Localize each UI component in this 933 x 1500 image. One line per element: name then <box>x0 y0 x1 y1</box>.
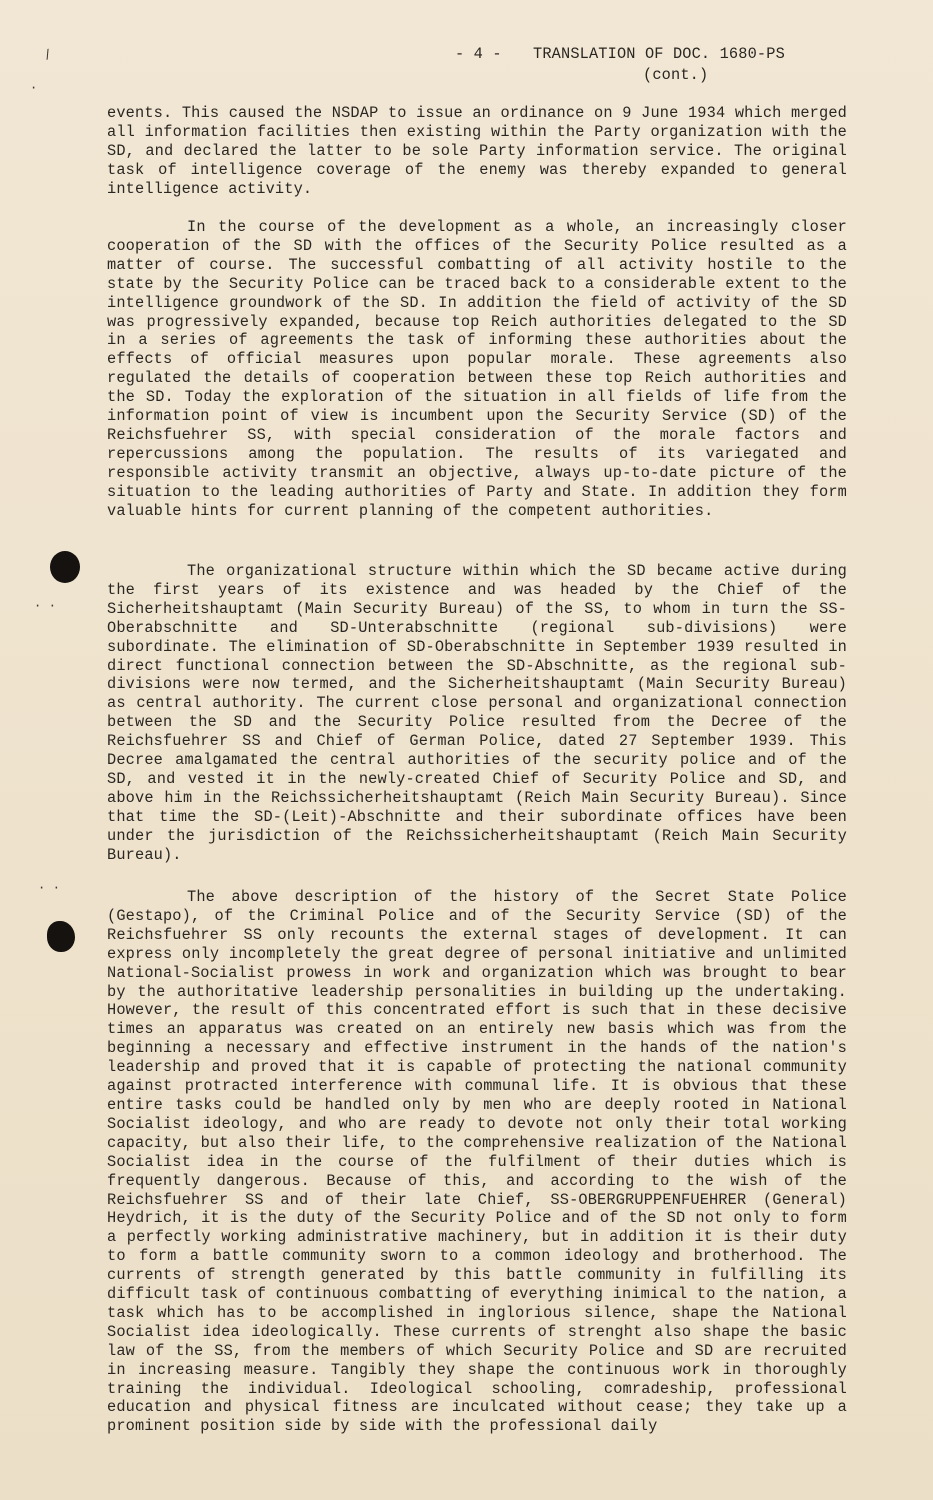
page-number: - 4 - <box>455 45 502 63</box>
paragraph-4: The above description of the history of the Secret State Police (Gestapo), of the Criminal Police and of the Security Service (SD) of the Reichsfuehrer SS only recounts the external stages of development. It can express only incompletely the great degree of personal initiative and unlimited National-Socialist prowess in work and organization which was brought to bear by the authoritative leadership personalities in building up the undertaking. However, the result of this concentrated effort is such that in these decisive times an apparatus was created on an entirely new basis which was from the beginning a necessary and effective instrument in the hands of the nation's leadership and proved that it is capable of protecting the national community against protracted interference with communal life. It is obvious that these entire tasks could be handled only by men who are deeply rooted in National Socialist ideology, and who are ready to devote not only their total working capacity, but also their life, to the comprehensive realization of the National Socialist idea in the course of the fulfilment of their duties which is frequently dangerous. Because of this, and according to the wish of the Reichsfuehrer SS and of their late Chief, SS-OBERGRUPPENFUEHRER (General) Heydrich, it is the duty of the Security Police and of the SD not only to form a perfectly working administrative machinery, but in addition it is their duty to form a battle community sworn to a common ideology and brotherhood. The currents of strength generated by this battle community in fulfilling its difficult task of continuous combatting of everything inimical to the nation, a task which has to be accomplished in inglorious silence, shape the National Socialist idea ideologically. These currents of strenght also shape the basic law of the SS, from the members of which Security Police and SD are recruited in increasing measure. Tangibly they shape the continuous work in thoroughly training the individual. Ideological schooling, comradeship, professional education and physical fitness are inculcated without cease; they take up a prominent position side by side with the professional daily <box>107 888 847 1436</box>
continuation-label: (cont.) <box>643 66 709 84</box>
scan-speck: · · <box>38 881 61 895</box>
scan-speck: · <box>30 81 38 95</box>
scan-speck: / <box>41 46 54 62</box>
paragraph-3: The organizational structure within which the SD became active during the first years of its existence and was headed by the Chief of the Sicherheitshauptamt (Main Security Bureau) of the SS, to whom in turn the SS-Oberabschnitte and SD-Unterabschnitte (regional sub-divisions) were subordinate. The elimination of SD-Oberabschnitte in September 1939 resulted in direct functional connection between the SD-Abschnitte, as the regional sub-divisions were now termed, and the Sicherheitshauptamt (Main Security Bureau) as central authority. The current close personal and organizational connection between the SD and the Security Police resulted from the Decree of the Reichsfuehrer SS and Chief of German Police, dated 27 September 1939. This Decree amalgamated the central authorities of the security police and of the SD, and vested it in the newly-created Chief of Security Police and SD, and above him in the Reichssicherheitshauptamt (Reich Main Security Bureau). Since that time the SD-(Leit)-Abschnitte and their subordinate offices have been under the jurisdiction of the Reichssicherheitshauptamt (Reich Main Security Bureau). <box>107 562 847 864</box>
paragraph-1: events. This caused the NSDAP to issue an ordinance on 9 June 1934 which merged all information facilities then existing within the Party organization with the SD, and declared the latter to be sole Party information service. The original task of intelligence coverage of the enemy was thereby expanded to general intelligence activity. <box>107 104 847 198</box>
scan-speck: · · <box>34 599 57 613</box>
document-title: TRANSLATION OF DOC. 1680-PS <box>533 45 785 63</box>
page-header <box>455 44 855 86</box>
punch-hole-bottom <box>47 921 75 952</box>
paragraph-2: In the course of the development as a whole, an increasingly closer cooperation of the SD with the offices of the Security Police resulted as a matter of course. The successful combatting of all activity hostile to the state by the Security Police can be traced back to a considerable extent to the intelligence groundwork of the SD. In addition the field of activity of the SD was progressively expanded, because top Reich authorities delegated to the SD in a series of agreements the task of informing these authorities about the effects of official measures upon popular morale. These agreements also regulated the details of cooperation between these top Reich authorities and the SD. Today the exploration of the situation in all fields of life from the information point of view is incumbent upon the Security Service (SD) of the Reichsfuehrer SS, with special consideration of the morale factors and repercussions among the population. The results of its variegated and responsible activity transmit an objective, always up-to-date picture of the situation to the leading authorities of Party and State. In addition they form valuable hints for current planning of the competent authorities. <box>107 218 847 520</box>
punch-hole-top <box>50 551 80 583</box>
